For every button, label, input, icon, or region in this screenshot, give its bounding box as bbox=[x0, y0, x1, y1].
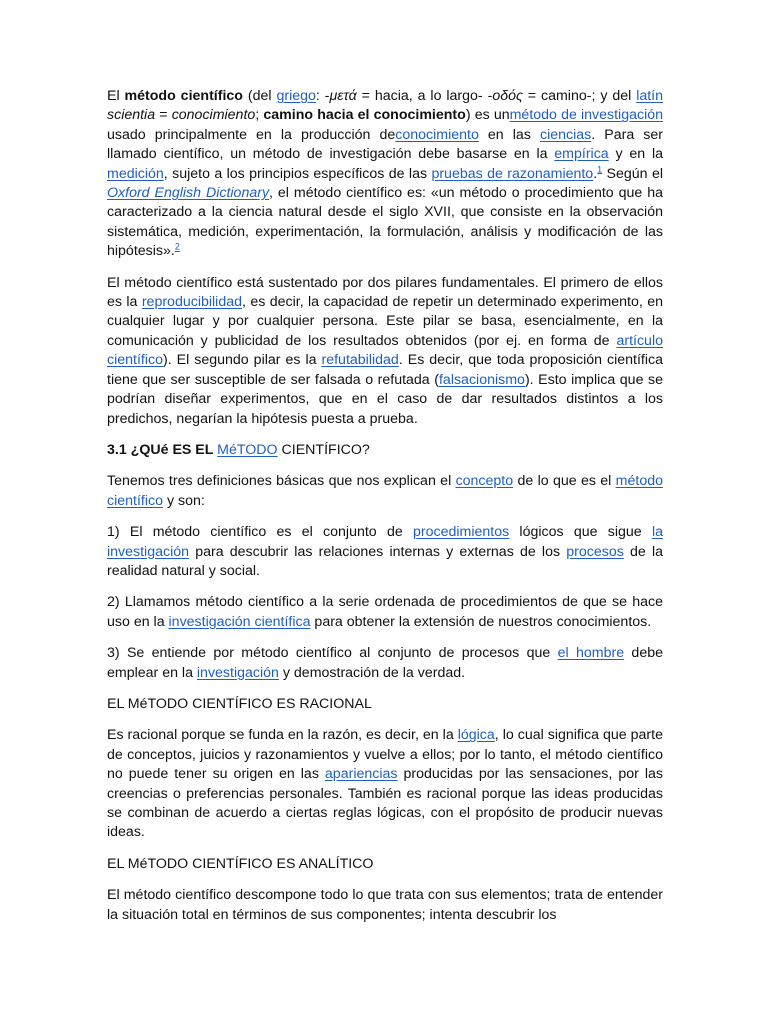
link-metodo-cientifico[interactable]: método científico bbox=[107, 473, 663, 509]
link-empirica[interactable]: empírica bbox=[554, 146, 609, 163]
text-run: , es decir, la capacidad de repetir un determinado experimento, en cualquier lugar y por cualquier persona. Este pilar se basa, esencialmente, en la comunicación y publicidad de los resultados obtenidos (por ej. en forma de bbox=[107, 294, 663, 349]
bold-term: camino hacia el conocimiento bbox=[263, 107, 466, 124]
link-reproducibilidad[interactable]: reproducibilidad bbox=[141, 294, 242, 311]
latin-term: scientia bbox=[107, 107, 156, 124]
paragraph-analitico bbox=[107, 886, 663, 925]
text-run: = bbox=[155, 107, 172, 124]
text-run: ) es un bbox=[465, 107, 510, 124]
greek-term: οδός bbox=[492, 88, 523, 104]
text-run: usado principalmente en la producción de bbox=[107, 126, 396, 143]
link-el-hombre[interactable]: el hombre bbox=[557, 645, 625, 662]
text-run: = camino-; y del bbox=[522, 88, 637, 104]
link-investigacion-cientifica[interactable]: investigación científica bbox=[168, 613, 311, 630]
text-run: y son: bbox=[163, 492, 205, 509]
link-procedimientos[interactable]: procedimientos bbox=[412, 524, 510, 541]
text-run: de la realidad natural y social. bbox=[107, 543, 663, 579]
link-metodo[interactable]: MéTODO bbox=[217, 441, 278, 458]
paragraph-racional bbox=[107, 726, 663, 842]
link-concepto[interactable]: concepto bbox=[455, 473, 514, 490]
text-run: ; bbox=[255, 107, 264, 124]
link-oxford-english-dictionary[interactable]: Oxford English Dictionary bbox=[107, 185, 270, 202]
text-run: Según el bbox=[602, 165, 663, 182]
definition-item-1 bbox=[107, 523, 663, 581]
text-run: Tenemos tres definiciones básicas que nos explican el bbox=[107, 473, 456, 490]
definition-item-3 bbox=[107, 644, 663, 683]
text-run: producidas por las sensaciones, por las creencias o preferencias personales. También es racional porque las ideas producidas se combinan de acuerdo a ciertas reglas lógicas, con el propósito de producir nuevas ideas. bbox=[107, 766, 663, 841]
link-falsacionismo[interactable]: falsacionismo bbox=[438, 371, 525, 388]
text-run: (del bbox=[242, 88, 277, 104]
text-run: 2) Llamamos método científico a la serie ordenada de procedimientos de que se hace uso en la bbox=[107, 594, 663, 630]
text-run: lógicos que sigue bbox=[509, 524, 652, 541]
text-run: , el método científico es: «un método o procedimiento que ha caracterizado a la ciencia natural desde el siglo XVII, que consiste en la observación sistemática, medición, experimentación, la formulación, análisis y modificación de las hipótesis». bbox=[107, 185, 663, 260]
link-ciencias[interactable]: ciencias bbox=[539, 126, 592, 143]
section-heading-analitico: EL MéTODO CIENTÍFICO ES ANALÍTICO bbox=[107, 855, 374, 872]
greek-term: μετά bbox=[329, 88, 357, 104]
text-run: . Para ser llamado científico, un método de investigación debe basarse en la bbox=[107, 126, 663, 163]
text-run: , lo cual significa que parte de conceptos, juicios y razonamientos y vuelve a ellos; por lo tanto, el método científico no puede tener su origen en las bbox=[107, 727, 663, 783]
text-run: El método científico está sustentado por dos pilares fundamentales. El primero de ellos es la bbox=[107, 274, 663, 311]
text-run: Es racional porque se funda en la razón, es decir, en la bbox=[107, 727, 458, 744]
footnote-ref-2[interactable]: 2 bbox=[174, 241, 180, 252]
text-run: : - bbox=[315, 88, 330, 104]
text-run: El bbox=[107, 88, 125, 104]
link-apariencias[interactable]: apariencias bbox=[324, 766, 398, 783]
paragraph-definition bbox=[107, 87, 663, 262]
paragraph-pillars bbox=[107, 274, 663, 429]
text-run: debe emplear en la bbox=[107, 645, 663, 681]
text-run: y demostración de la verdad. bbox=[278, 664, 466, 681]
text-run: = hacia, a lo largo- - bbox=[356, 88, 493, 104]
text-run: para descubrir las relaciones internas y externas de los bbox=[189, 543, 567, 560]
text-run: y en la bbox=[608, 146, 663, 163]
footnote-ref-1[interactable]: 1 bbox=[597, 163, 603, 174]
text-run: en las bbox=[478, 126, 540, 143]
link-procesos[interactable]: procesos bbox=[566, 543, 624, 560]
link-medicion[interactable]: medición bbox=[107, 165, 164, 182]
text-run: . bbox=[593, 165, 598, 182]
section-heading-racional: EL MéTODO CIENTÍFICO ES RACIONAL bbox=[107, 695, 372, 712]
link-investigacion[interactable]: investigación bbox=[196, 664, 279, 681]
section-heading-3-1 bbox=[107, 441, 663, 460]
latin-term: conocimiento bbox=[171, 107, 256, 124]
text-run: ). Esto implica que se podrían diseñar experimentos, que en el caso de dar resultados distintos a los predichos, negarían la hipótesis puesta a prueba. bbox=[107, 371, 663, 427]
bold-term: método científico bbox=[124, 88, 243, 104]
text-run: 1) El método científico es el conjunto de bbox=[107, 524, 413, 541]
link-conocimiento[interactable]: conocimiento bbox=[395, 126, 479, 143]
link-pruebas-de-razonamiento[interactable]: pruebas de razonamiento bbox=[431, 165, 594, 182]
text-run: El método científico descompone todo lo que trata con sus elementos; trata de entender la situación total en términos de sus componentes; intenta descubrir los bbox=[107, 887, 663, 923]
paragraph-definitions-intro bbox=[107, 472, 663, 511]
text-run: para obtener la extensión de nuestros conocimientos. bbox=[310, 613, 652, 630]
text-run: 3) Se entiende por método científico al conjunto de procesos que bbox=[107, 645, 558, 662]
heading-text: 3.1 ¿QUé ES EL bbox=[107, 441, 218, 458]
text-run: . Es decir, que toda proposición científica tiene que ser susceptible de ser falsada o refutada ( bbox=[107, 352, 663, 388]
heading-text: CIENTÍFICO? bbox=[277, 441, 370, 458]
text-run: ). El segundo pilar es la bbox=[163, 352, 322, 369]
link-latin[interactable]: latín bbox=[636, 88, 664, 104]
link-articulo-cientifico[interactable]: artículo científico bbox=[107, 332, 663, 369]
link-griego[interactable]: griego bbox=[276, 88, 316, 104]
definition-item-2 bbox=[107, 593, 663, 632]
text-run: de lo que es el bbox=[513, 473, 616, 490]
link-la-investigacion[interactable]: la investigación bbox=[107, 524, 663, 560]
text-run: , sujeto a los principios específicos de las bbox=[163, 165, 432, 182]
link-refutabilidad[interactable]: refutabilidad bbox=[321, 352, 399, 369]
link-logica[interactable]: lógica bbox=[457, 727, 495, 744]
link-metodo-de-investigacion[interactable]: método de investigación bbox=[509, 107, 664, 124]
